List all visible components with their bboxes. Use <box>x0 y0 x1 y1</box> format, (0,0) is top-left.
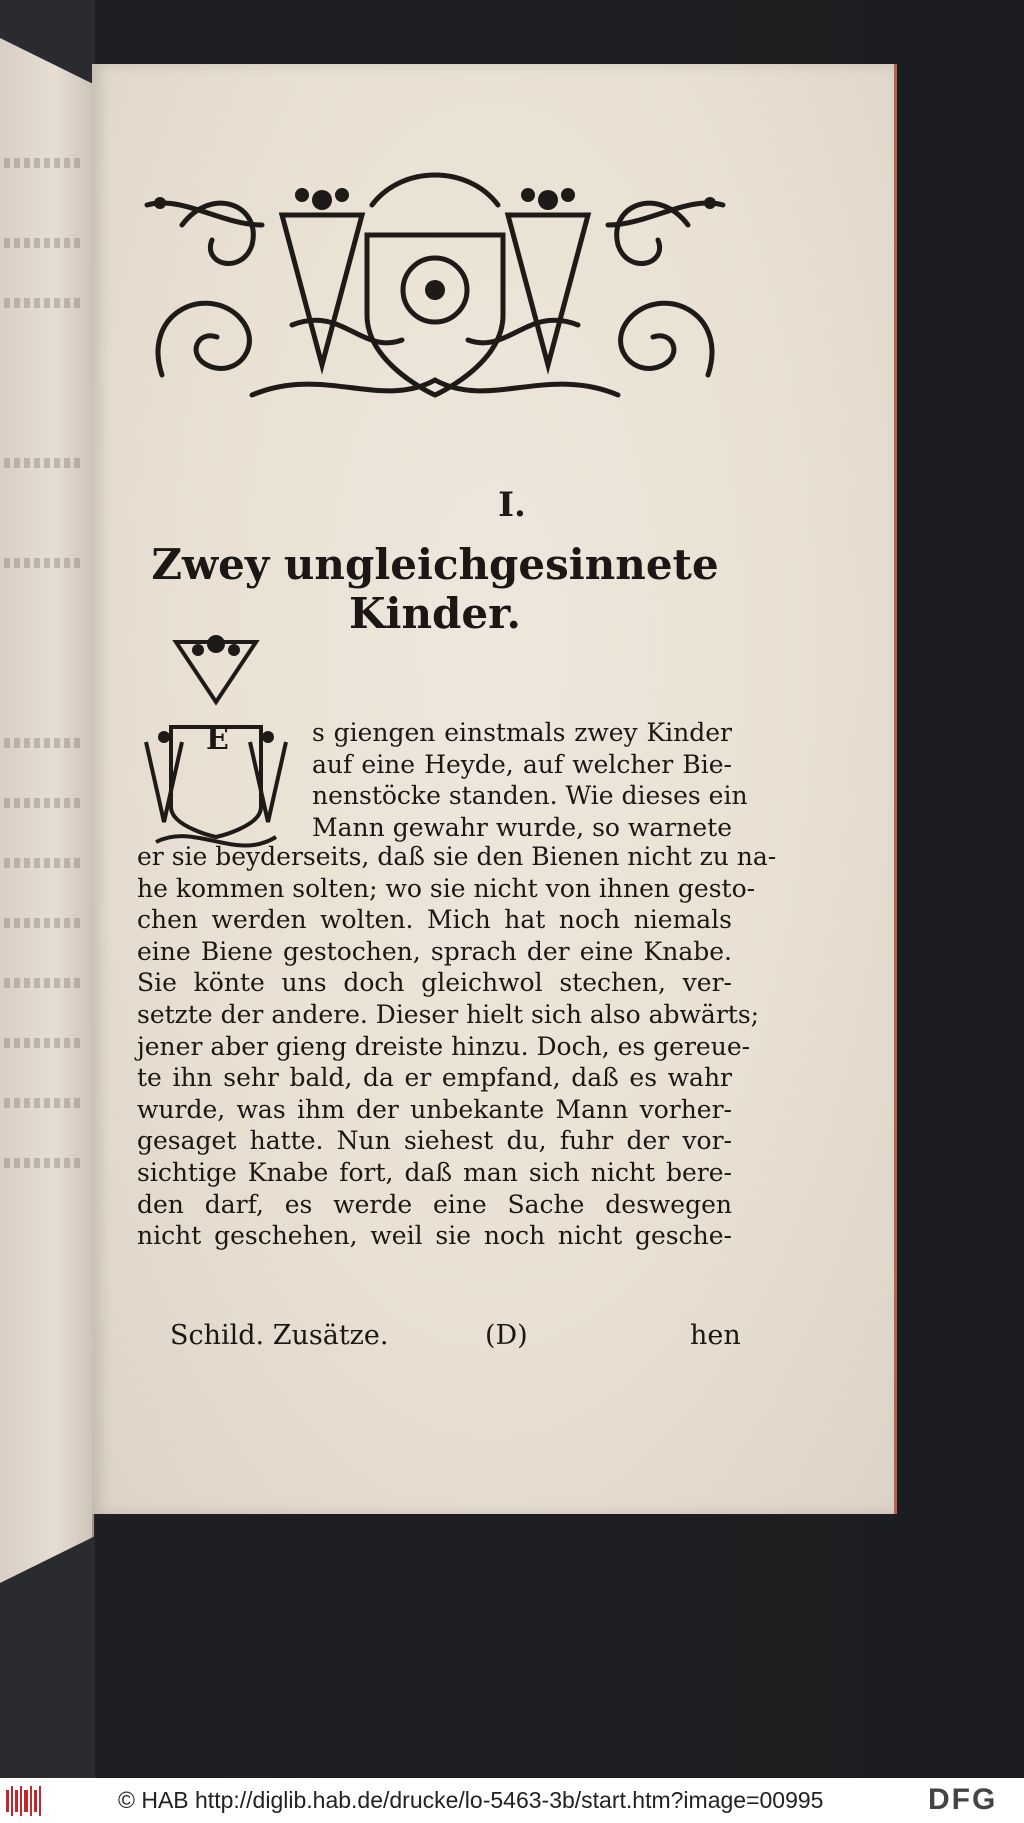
text-line: he kommen solten; wo sie nicht von ihnen gesto- <box>137 873 756 903</box>
text-line: sichtige Knabe fort, daß man sich nicht bere- <box>137 1157 732 1187</box>
previous-page-edge <box>0 38 94 1583</box>
text-line: chen werden wolten. Mich hat noch niemals <box>137 905 732 935</box>
signature-label: Schild. Zusätze. <box>170 1320 389 1351</box>
text-line: Sie könte uns doch gleichwol stechen, ver- <box>137 968 732 998</box>
text-line: te ihn sehr bald, da er empfand, daß es wahr <box>137 1063 732 1093</box>
text-line: er sie beyderseits, daß sie den Bienen nicht zu na- <box>137 842 777 871</box>
barcode-icon <box>6 1786 46 1816</box>
credit-link[interactable]: © HAB http://diglib.hab.de/drucke/lo-5463-3b/start.htm?image=00995 <box>118 1787 824 1813</box>
chapter-title: Zwey ungleichgesinnete Kinder. <box>151 540 719 638</box>
body-text-block <box>137 841 777 1252</box>
catchword: hen <box>690 1320 741 1351</box>
indented-text-block <box>312 717 748 843</box>
text-line: nicht geschehen, weil sie noch nicht gesche- <box>137 1221 732 1251</box>
signature-mark: (D) <box>485 1320 528 1351</box>
text-line: wurde, was ihm der unbekante Mann vorher- <box>137 1094 732 1124</box>
credit-bar <box>0 1778 1024 1823</box>
initial-letter: E <box>206 722 229 757</box>
text-line: nenstöcke standen. Wie dieses ein <box>312 781 748 811</box>
text-line: s giengen einstmals zwey Kinder <box>312 718 732 747</box>
chapter-number: I. <box>498 485 526 525</box>
dfg-logo: DFG <box>928 1783 998 1816</box>
ornament-headpiece <box>142 165 728 415</box>
text-line: gesaget hatte. Nun siehest du, fuhr der vor- <box>137 1126 732 1156</box>
text-line: Mann gewahr wurde, so warnete <box>312 812 732 842</box>
text-line: eine Biene gestochen, sprach der eine Knabe. <box>137 936 732 966</box>
text-line: den darf, es werde eine Sache deswegen <box>137 1189 732 1219</box>
text-line: setzte der andere. Dieser hielt sich also abwärts; <box>137 999 760 1029</box>
text-line: auf eine Heyde, auf welcher Bie- <box>312 749 732 779</box>
text-line: jener aber gieng dreiste hinzu. Doch, es gereue- <box>137 1031 751 1061</box>
page-footer-line <box>170 1320 740 1360</box>
